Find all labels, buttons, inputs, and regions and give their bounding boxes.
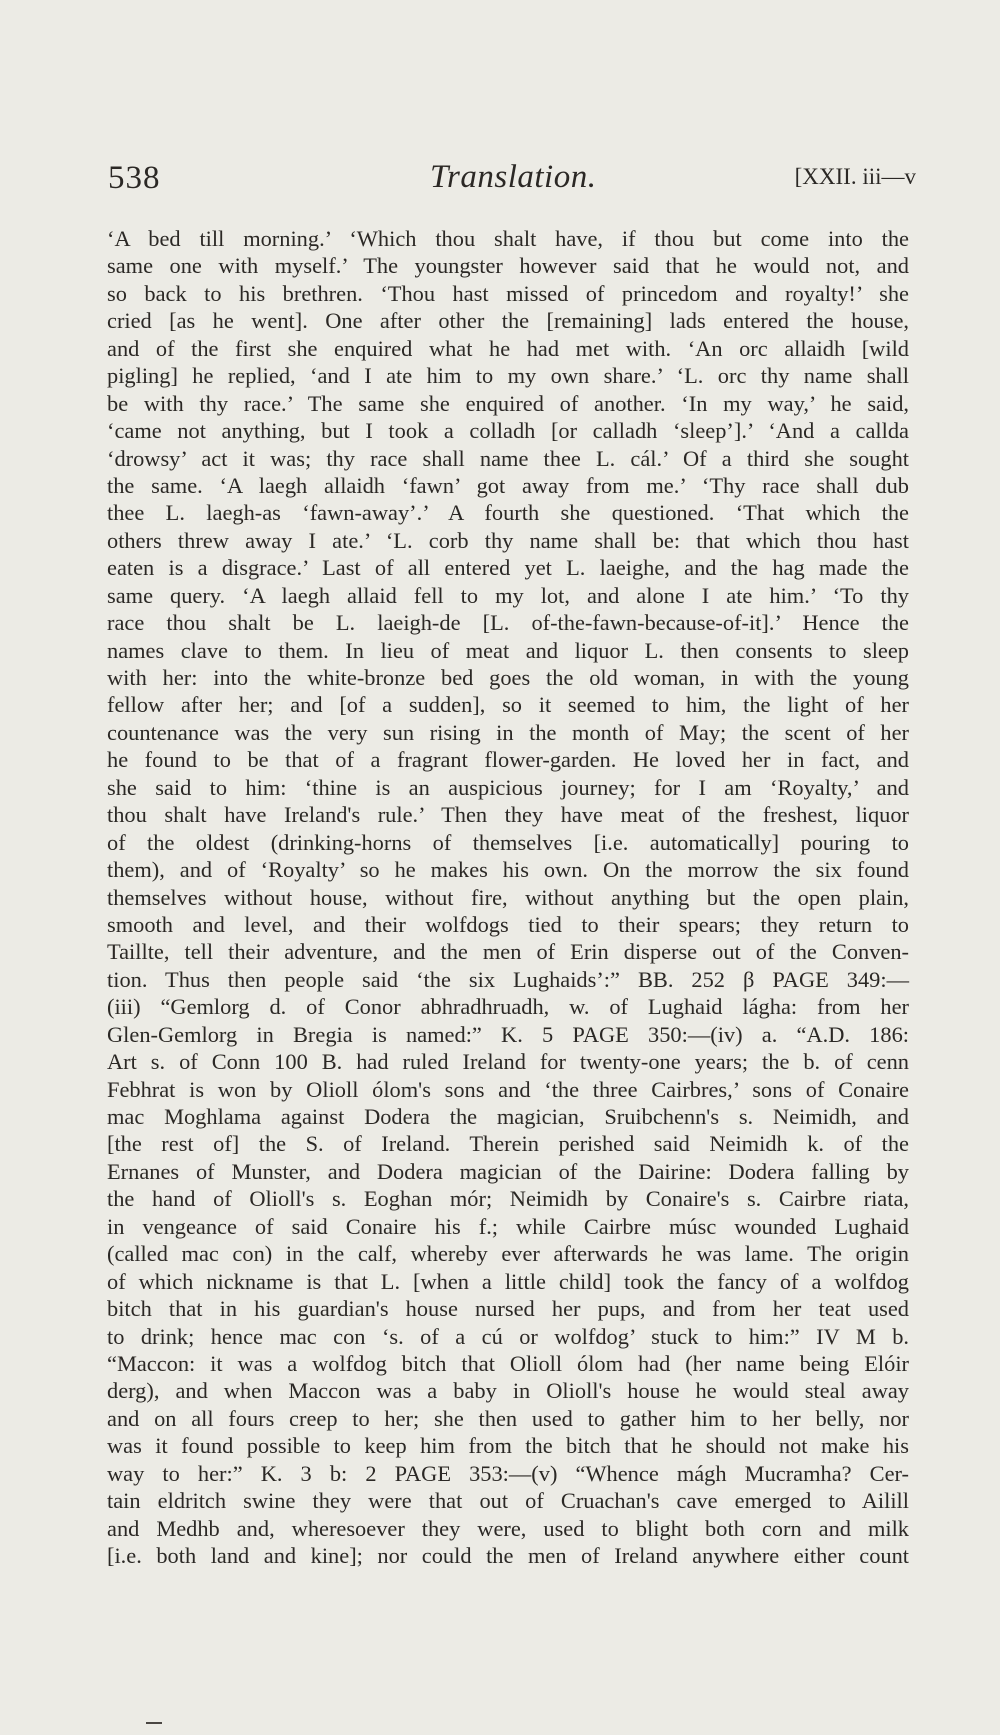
page-number: 538 <box>108 160 161 196</box>
print-smudge <box>146 1722 162 1724</box>
text-line: of which nickname is that L. [when a little child] took the fancy of a wolfdog <box>107 1268 909 1294</box>
text-line: “Maccon: it was a wolfdog bitch that Olioll ólom had (her name being Elóir <box>107 1350 909 1376</box>
text-line: the hand of Olioll's s. Eoghan mór; Neimidh by Conaire's s. Cairbre riata, <box>107 1186 909 1212</box>
text-line: derg), and when Maccon was a baby in Olioll's house he would steal away <box>107 1378 909 1404</box>
running-title: Translation. <box>430 159 597 195</box>
text-line: in vengeance of said Conaire his f.; while Cairbre músc wounded Lughaid <box>107 1213 909 1239</box>
text-line: same one with myself.’ The youngster however said that he would not, and <box>107 253 909 279</box>
text-line: tain eldritch swine they were that out of Cruachan's cave emerged to Ailill <box>107 1488 909 1514</box>
text-line: same query. ‘A laegh allaid fell to my lot, and alone I ate him.’ ‘To thy <box>107 582 909 608</box>
text-line: countenance was the very sun rising in the month of May; the scent of her <box>107 719 909 745</box>
text-line: bitch that in his guardian's house nursed her pups, and from her teat used <box>107 1296 909 1322</box>
body-text <box>107 225 909 1569</box>
text-line: thee L. laegh-as ‘fawn-away’.’ A fourth she questioned. ‘That which the <box>107 500 909 526</box>
text-line: themselves without house, without fire, without anything but the open plain, <box>107 884 909 910</box>
text-line: ‘drowsy’ act it was; thy race shall name thee L. cál.’ Of a third she sought <box>107 445 909 471</box>
text-line: Taillte, tell their adventure, and the men of Erin disperse out of the Conven- <box>107 939 909 965</box>
text-line: Febhrat is won by Olioll ólom's sons and ‘the three Cairbres,’ sons of Conaire <box>107 1076 909 1102</box>
text-line: so back to his brethren. ‘Thou hast missed of princedom and royalty!’ she <box>107 280 909 306</box>
text-line: pigling] he replied, ‘and I ate him to my own share.’ ‘L. orc thy name shall <box>107 363 909 389</box>
text-line: he found to be that of a fragrant flower-garden. He loved her in fact, and <box>107 747 909 773</box>
text-line: (called mac con) in the calf, whereby ever afterwards he was lame. The origin <box>107 1241 909 1267</box>
text-line: smooth and level, and their wolfdogs tied to their spears; they return to <box>107 911 909 937</box>
text-line: way to her:” K. 3 b: 2 PAGE 353:—(v) “Whence mágh Mucramha? Cer- <box>107 1460 909 1486</box>
text-line: fellow after her; and [of a sudden], so it seemed to him, the light of her <box>107 692 909 718</box>
text-line: cried [as he went]. One after other the [remaining] lads entered the house, <box>107 308 909 334</box>
text-line: and of the first she enquired what he had met with. ‘An orc allaidh [wild <box>107 335 909 361</box>
text-line: Ernanes of Munster, and Dodera magician of the Dairine: Dodera falling by <box>107 1158 909 1184</box>
text-line: she said to him: ‘thine is an auspicious journey; for I am ‘Royalty,’ and <box>107 774 909 800</box>
section-reference: [XXII. iii—v <box>794 164 916 189</box>
text-line: others threw away I ate.’ ‘L. corb thy name shall be: that which thou hast <box>107 527 909 553</box>
text-line: thou shalt have Ireland's rule.’ Then they have meat of the freshest, liquor <box>107 802 909 828</box>
text-line: was it found possible to keep him from the bitch that he should not make his <box>107 1433 909 1459</box>
text-line: Glen-Gemlorg in Bregia is named:” K. 5 PAGE 350:—(iv) a. “A.D. 186: <box>107 1021 909 1047</box>
text-line: be with thy race.’ The same she enquired of another. ‘In my way,’ he said, <box>107 390 909 416</box>
text-line: mac Moghlama against Dodera the magician, Sruibchenn's s. Neimidh, and <box>107 1104 909 1129</box>
text-line: tion. Thus then people said ‘the six Lughaids’:” BB. 252 β PAGE 349:— <box>107 966 909 992</box>
text-line: eaten is a disgrace.’ Last of all entered yet L. laeighe, and the hag made the <box>107 555 909 581</box>
text-line: ‘A bed till morning.’ ‘Which thou shalt have, if thou but come into the <box>107 226 909 251</box>
text-line: [the rest of] the S. of Ireland. Therein perished said Neimidh k. of the <box>107 1131 909 1157</box>
text-line: to drink; hence mac con ‘s. of a cú or wolfdog’ stuck to him:” IV M b. <box>107 1323 909 1349</box>
text-line: Art s. of Conn 100 B. had ruled Ireland for twenty-one years; the b. of cenn <box>107 1049 909 1075</box>
page-header <box>108 160 916 200</box>
text-line: and Medhb and, wheresoever they were, used to blight both corn and milk <box>107 1515 909 1541</box>
text-line: and on all fours creep to her; she then used to gather him to her belly, nor <box>107 1405 909 1431</box>
text-line: them), and of ‘Royalty’ so he makes his own. On the morrow the six found <box>107 857 909 883</box>
text-line: names clave to them. In lieu of meat and liquor L. then consents to sleep <box>107 637 909 663</box>
text-line: race thou shalt be L. laeigh-de [L. of-the-fawn-because-of-it].’ Hence the <box>107 610 909 636</box>
text-line: of the oldest (drinking-horns of themselves [i.e. automatically] pouring to <box>107 829 909 855</box>
text-line: [i.e. both land and kine]; nor could the men of Ireland anywhere either count <box>107 1543 909 1568</box>
text-line: the same. ‘A laegh allaidh ‘fawn’ got away from me.’ ‘Thy race shall dub <box>107 472 909 498</box>
text-line: ‘came not anything, but I took a colladh [or calladh ‘sleep’].’ ‘And a callda <box>107 418 909 444</box>
text-line: with her: into the white-bronze bed goes the old woman, in with the young <box>107 665 909 690</box>
text-line: (iii) “Gemlorg d. of Conor abhradhruadh, w. of Lughaid lágha: from her <box>107 994 909 1020</box>
